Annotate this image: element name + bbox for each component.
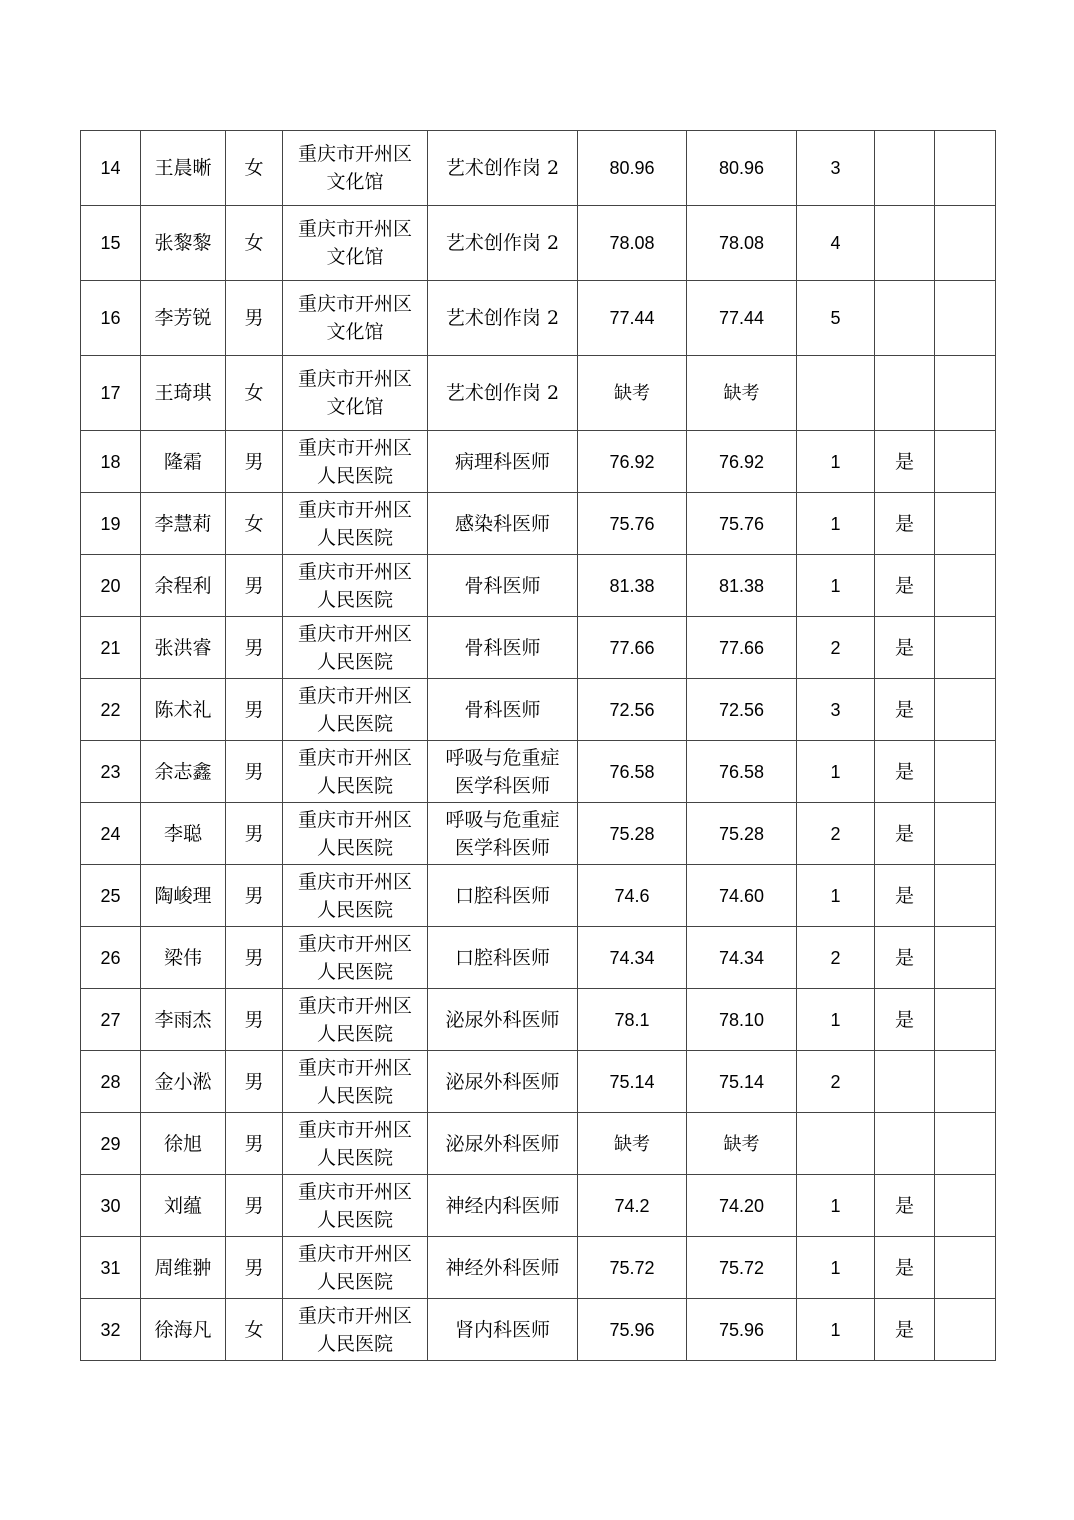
cell-number: 30 — [81, 1175, 141, 1237]
cell-number: 20 — [81, 555, 141, 617]
cell-unit-line: 重庆市开州区 — [297, 436, 412, 459]
cell-physical-exam: 是 — [875, 431, 935, 493]
cell-name: 余志鑫 — [141, 741, 226, 803]
cell-unit — [283, 679, 428, 741]
cell-unit-line: 人民医院 — [316, 1332, 393, 1355]
cell-post-line: 感染科医师 — [454, 512, 550, 535]
cell-unit-line: 重庆市开州区 — [297, 1180, 412, 1203]
cell-post-line: 口腔科医师 — [454, 946, 550, 969]
cell-physical-exam: 是 — [875, 741, 935, 803]
cell-rank: 1 — [797, 989, 875, 1051]
cell-note — [935, 281, 996, 356]
cell-gender: 男 — [226, 679, 283, 741]
cell-unit-line: 重庆市开州区 — [297, 560, 412, 583]
cell-total-score: 75.76 — [687, 493, 797, 555]
cell-unit — [283, 1237, 428, 1299]
cell-unit — [283, 431, 428, 493]
table-row — [81, 803, 996, 865]
cell-unit-line: 重庆市开州区 — [297, 870, 412, 893]
cell-post-line: 肾内科医师 — [454, 1318, 550, 1341]
cell-unit — [283, 131, 428, 206]
cell-number: 19 — [81, 493, 141, 555]
cell-name: 金小淞 — [141, 1051, 226, 1113]
cell-unit-line: 人民医院 — [316, 464, 393, 487]
cell-unit-line: 重庆市开州区 — [297, 143, 412, 165]
cell-gender: 女 — [226, 493, 283, 555]
cell-number: 27 — [81, 989, 141, 1051]
table-row — [81, 1175, 996, 1237]
cell-name: 徐旭 — [141, 1113, 226, 1175]
cell-note — [935, 206, 996, 281]
cell-physical-exam: 是 — [875, 803, 935, 865]
cell-post-line: 口腔科医师 — [454, 884, 550, 907]
cell-physical-exam: 是 — [875, 679, 935, 741]
cell-unit-line: 人民医院 — [316, 1208, 393, 1231]
cell-unit-line: 人民医院 — [316, 1270, 393, 1293]
cell-post-line: 呼吸与危重症 — [445, 746, 560, 769]
cell-unit — [283, 927, 428, 989]
cell-post — [428, 989, 578, 1051]
cell-written-score: 75.28 — [578, 803, 687, 865]
cell-written-score: 78.1 — [578, 989, 687, 1051]
cell-name: 余程利 — [141, 555, 226, 617]
cell-post-line: 艺术创作岗 2 — [445, 157, 560, 179]
cell-note — [935, 865, 996, 927]
cell-rank: 5 — [797, 281, 875, 356]
cell-post-line: 骨科医师 — [464, 698, 541, 721]
cell-total-score: 75.28 — [687, 803, 797, 865]
cell-name: 梁伟 — [141, 927, 226, 989]
cell-unit-line: 人民医院 — [316, 898, 393, 921]
cell-physical-exam: 是 — [875, 927, 935, 989]
cell-rank: 1 — [797, 555, 875, 617]
cell-unit — [283, 989, 428, 1051]
cell-unit-line: 人民医院 — [316, 1084, 393, 1107]
cell-post-line: 呼吸与危重症 — [445, 808, 560, 831]
cell-unit-line: 重庆市开州区 — [297, 808, 412, 831]
table-row — [81, 865, 996, 927]
cell-gender: 男 — [226, 989, 283, 1051]
cell-physical-exam: 是 — [875, 989, 935, 1051]
cell-post — [428, 741, 578, 803]
cell-unit-line: 重庆市开州区 — [297, 218, 412, 240]
cell-physical-exam: 是 — [875, 1175, 935, 1237]
table-row — [81, 741, 996, 803]
cell-post — [428, 206, 578, 281]
cell-rank: 2 — [797, 927, 875, 989]
cell-unit — [283, 741, 428, 803]
cell-rank: 2 — [797, 617, 875, 679]
cell-gender: 男 — [226, 803, 283, 865]
cell-written-score: 74.2 — [578, 1175, 687, 1237]
cell-physical-exam: 是 — [875, 1299, 935, 1361]
cell-post — [428, 555, 578, 617]
cell-written-score: 75.96 — [578, 1299, 687, 1361]
cell-gender: 女 — [226, 1299, 283, 1361]
cell-number: 26 — [81, 927, 141, 989]
cell-rank: 2 — [797, 803, 875, 865]
cell-post-line: 泌尿外科医师 — [445, 1008, 560, 1031]
cell-written-score: 78.08 — [578, 206, 687, 281]
cell-name: 刘蕴 — [141, 1175, 226, 1237]
cell-rank: 2 — [797, 1051, 875, 1113]
cell-rank: 4 — [797, 206, 875, 281]
cell-physical-exam: 是 — [875, 493, 935, 555]
cell-unit-line: 人民医院 — [316, 836, 393, 859]
cell-written-score: 缺考 — [578, 356, 687, 431]
cell-post — [428, 493, 578, 555]
cell-gender: 男 — [226, 555, 283, 617]
cell-note — [935, 431, 996, 493]
cell-unit-line: 文化馆 — [326, 171, 384, 193]
cell-written-score: 缺考 — [578, 1113, 687, 1175]
cell-rank — [797, 1113, 875, 1175]
cell-unit-line: 人民医院 — [316, 774, 393, 797]
cell-unit-line: 重庆市开州区 — [297, 994, 412, 1017]
cell-note — [935, 803, 996, 865]
cell-unit-line: 重庆市开州区 — [297, 622, 412, 645]
cell-post — [428, 617, 578, 679]
cell-written-score: 74.34 — [578, 927, 687, 989]
cell-name: 隆霜 — [141, 431, 226, 493]
cell-name: 周维翀 — [141, 1237, 226, 1299]
cell-rank: 1 — [797, 741, 875, 803]
cell-post — [428, 803, 578, 865]
cell-total-score: 77.44 — [687, 281, 797, 356]
cell-physical-exam: 是 — [875, 555, 935, 617]
table-row — [81, 1299, 996, 1361]
cell-unit — [283, 493, 428, 555]
cell-name: 王琦琪 — [141, 356, 226, 431]
cell-rank: 1 — [797, 865, 875, 927]
cell-number: 17 — [81, 356, 141, 431]
cell-physical-exam — [875, 281, 935, 356]
cell-note — [935, 493, 996, 555]
cell-unit — [283, 1113, 428, 1175]
cell-post — [428, 1237, 578, 1299]
cell-post — [428, 431, 578, 493]
cell-written-score: 76.92 — [578, 431, 687, 493]
cell-unit — [283, 1299, 428, 1361]
cell-name: 陶峻理 — [141, 865, 226, 927]
cell-physical-exam — [875, 131, 935, 206]
cell-total-score: 缺考 — [687, 1113, 797, 1175]
cell-post-line: 骨科医师 — [464, 574, 541, 597]
cell-note — [935, 1175, 996, 1237]
cell-post-line: 医学科医师 — [454, 836, 550, 859]
cell-post-line: 泌尿外科医师 — [445, 1070, 560, 1093]
cell-physical-exam: 是 — [875, 1237, 935, 1299]
cell-total-score: 77.66 — [687, 617, 797, 679]
cell-gender: 女 — [226, 206, 283, 281]
cell-unit — [283, 803, 428, 865]
cell-total-score: 81.38 — [687, 555, 797, 617]
cell-rank: 3 — [797, 679, 875, 741]
cell-gender: 男 — [226, 1051, 283, 1113]
cell-number: 14 — [81, 131, 141, 206]
cell-rank: 1 — [797, 1299, 875, 1361]
cell-total-score: 74.34 — [687, 927, 797, 989]
cell-unit — [283, 206, 428, 281]
cell-number: 32 — [81, 1299, 141, 1361]
cell-unit-line: 文化馆 — [326, 396, 384, 418]
table-row — [81, 617, 996, 679]
cell-name: 李雨杰 — [141, 989, 226, 1051]
cell-unit — [283, 356, 428, 431]
table-row — [81, 1113, 996, 1175]
cell-post-line: 艺术创作岗 2 — [445, 307, 560, 329]
cell-note — [935, 741, 996, 803]
cell-total-score: 74.60 — [687, 865, 797, 927]
cell-number: 25 — [81, 865, 141, 927]
cell-unit-line: 重庆市开州区 — [297, 684, 412, 707]
cell-written-score: 80.96 — [578, 131, 687, 206]
cell-unit — [283, 617, 428, 679]
cell-unit — [283, 281, 428, 356]
cell-number: 18 — [81, 431, 141, 493]
cell-gender: 男 — [226, 617, 283, 679]
cell-written-score: 75.14 — [578, 1051, 687, 1113]
cell-note — [935, 555, 996, 617]
table-row — [81, 989, 996, 1051]
cell-post — [428, 1113, 578, 1175]
cell-post-line: 神经外科医师 — [445, 1256, 560, 1279]
cell-rank: 1 — [797, 1175, 875, 1237]
cell-number: 24 — [81, 803, 141, 865]
cell-gender: 男 — [226, 927, 283, 989]
cell-number: 22 — [81, 679, 141, 741]
cell-written-score: 74.6 — [578, 865, 687, 927]
cell-note — [935, 989, 996, 1051]
cell-unit-line: 人民医院 — [316, 712, 393, 735]
cell-physical-exam: 是 — [875, 617, 935, 679]
cell-post-line: 医学科医师 — [454, 774, 550, 797]
cell-physical-exam — [875, 1113, 935, 1175]
table-row — [81, 1051, 996, 1113]
cell-unit-line: 重庆市开州区 — [297, 293, 412, 315]
cell-unit-line: 重庆市开州区 — [297, 932, 412, 955]
cell-number: 15 — [81, 206, 141, 281]
cell-gender: 男 — [226, 1237, 283, 1299]
cell-name: 李芳锐 — [141, 281, 226, 356]
cell-note — [935, 356, 996, 431]
cell-total-score: 78.08 — [687, 206, 797, 281]
cell-physical-exam — [875, 206, 935, 281]
cell-post — [428, 356, 578, 431]
table-row — [81, 281, 996, 356]
cell-unit-line: 重庆市开州区 — [297, 1056, 412, 1079]
cell-total-score: 75.72 — [687, 1237, 797, 1299]
cell-unit-line: 文化馆 — [326, 321, 384, 343]
cell-rank: 1 — [797, 493, 875, 555]
results-table — [80, 130, 996, 1361]
cell-physical-exam — [875, 356, 935, 431]
cell-total-score: 80.96 — [687, 131, 797, 206]
cell-post-line: 艺术创作岗 2 — [445, 232, 560, 254]
cell-written-score: 77.66 — [578, 617, 687, 679]
cell-total-score: 78.10 — [687, 989, 797, 1051]
cell-total-score: 76.58 — [687, 741, 797, 803]
cell-gender: 男 — [226, 281, 283, 356]
table-row — [81, 206, 996, 281]
cell-unit-line: 重庆市开州区 — [297, 1118, 412, 1141]
cell-unit — [283, 1051, 428, 1113]
cell-note — [935, 927, 996, 989]
cell-unit-line: 人民医院 — [316, 1146, 393, 1169]
cell-rank — [797, 356, 875, 431]
table-row — [81, 927, 996, 989]
table-row — [81, 356, 996, 431]
cell-unit — [283, 865, 428, 927]
cell-name: 张洪睿 — [141, 617, 226, 679]
cell-note — [935, 1299, 996, 1361]
cell-gender: 男 — [226, 1175, 283, 1237]
cell-post-line: 病理科医师 — [454, 450, 550, 473]
cell-post — [428, 1175, 578, 1237]
table-row — [81, 679, 996, 741]
cell-post — [428, 1051, 578, 1113]
cell-note — [935, 1113, 996, 1175]
cell-post — [428, 281, 578, 356]
cell-rank: 1 — [797, 431, 875, 493]
cell-gender: 女 — [226, 356, 283, 431]
cell-name: 张黎黎 — [141, 206, 226, 281]
cell-total-score: 72.56 — [687, 679, 797, 741]
cell-written-score: 77.44 — [578, 281, 687, 356]
cell-post — [428, 927, 578, 989]
cell-post-line: 泌尿外科医师 — [445, 1132, 560, 1155]
table-row — [81, 431, 996, 493]
cell-number: 31 — [81, 1237, 141, 1299]
cell-written-score: 75.72 — [578, 1237, 687, 1299]
table-row — [81, 555, 996, 617]
cell-written-score: 72.56 — [578, 679, 687, 741]
cell-unit-line: 文化馆 — [326, 246, 384, 268]
cell-note — [935, 1237, 996, 1299]
cell-post-line: 艺术创作岗 2 — [445, 382, 560, 404]
cell-unit-line: 重庆市开州区 — [297, 1242, 412, 1265]
cell-rank: 1 — [797, 1237, 875, 1299]
cell-rank: 3 — [797, 131, 875, 206]
cell-gender: 男 — [226, 741, 283, 803]
cell-name: 陈术礼 — [141, 679, 226, 741]
cell-note — [935, 617, 996, 679]
cell-post-line: 骨科医师 — [464, 636, 541, 659]
cell-written-score: 81.38 — [578, 555, 687, 617]
cell-physical-exam — [875, 1051, 935, 1113]
cell-post — [428, 1299, 578, 1361]
cell-written-score: 75.76 — [578, 493, 687, 555]
cell-post-line: 神经内科医师 — [445, 1194, 560, 1217]
cell-total-score: 75.96 — [687, 1299, 797, 1361]
cell-number: 16 — [81, 281, 141, 356]
cell-unit-line: 重庆市开州区 — [297, 1304, 412, 1327]
cell-total-score: 75.14 — [687, 1051, 797, 1113]
cell-unit-line: 重庆市开州区 — [297, 498, 412, 521]
table-row — [81, 493, 996, 555]
cell-name: 徐海凡 — [141, 1299, 226, 1361]
cell-unit-line: 人民医院 — [316, 960, 393, 983]
cell-number: 28 — [81, 1051, 141, 1113]
cell-number: 21 — [81, 617, 141, 679]
cell-unit-line: 人民医院 — [316, 1022, 393, 1045]
cell-post — [428, 865, 578, 927]
cell-number: 23 — [81, 741, 141, 803]
cell-name: 王晨晰 — [141, 131, 226, 206]
cell-unit-line: 人民医院 — [316, 526, 393, 549]
cell-total-score: 76.92 — [687, 431, 797, 493]
cell-unit — [283, 555, 428, 617]
cell-unit-line: 重庆市开州区 — [297, 746, 412, 769]
cell-unit-line: 人民医院 — [316, 588, 393, 611]
cell-total-score: 74.20 — [687, 1175, 797, 1237]
cell-written-score: 76.58 — [578, 741, 687, 803]
cell-gender: 男 — [226, 1113, 283, 1175]
cell-number: 29 — [81, 1113, 141, 1175]
cell-note — [935, 1051, 996, 1113]
table-row — [81, 131, 996, 206]
table-row — [81, 1237, 996, 1299]
cell-physical-exam: 是 — [875, 865, 935, 927]
cell-unit — [283, 1175, 428, 1237]
cell-total-score: 缺考 — [687, 356, 797, 431]
cell-gender: 男 — [226, 431, 283, 493]
cell-unit-line: 重庆市开州区 — [297, 368, 412, 390]
cell-unit-line: 人民医院 — [316, 650, 393, 673]
cell-name: 李慧莉 — [141, 493, 226, 555]
cell-note — [935, 679, 996, 741]
cell-gender: 女 — [226, 131, 283, 206]
cell-post — [428, 679, 578, 741]
cell-post — [428, 131, 578, 206]
cell-name: 李聪 — [141, 803, 226, 865]
cell-note — [935, 131, 996, 206]
cell-gender: 男 — [226, 865, 283, 927]
table-body — [81, 131, 996, 1361]
